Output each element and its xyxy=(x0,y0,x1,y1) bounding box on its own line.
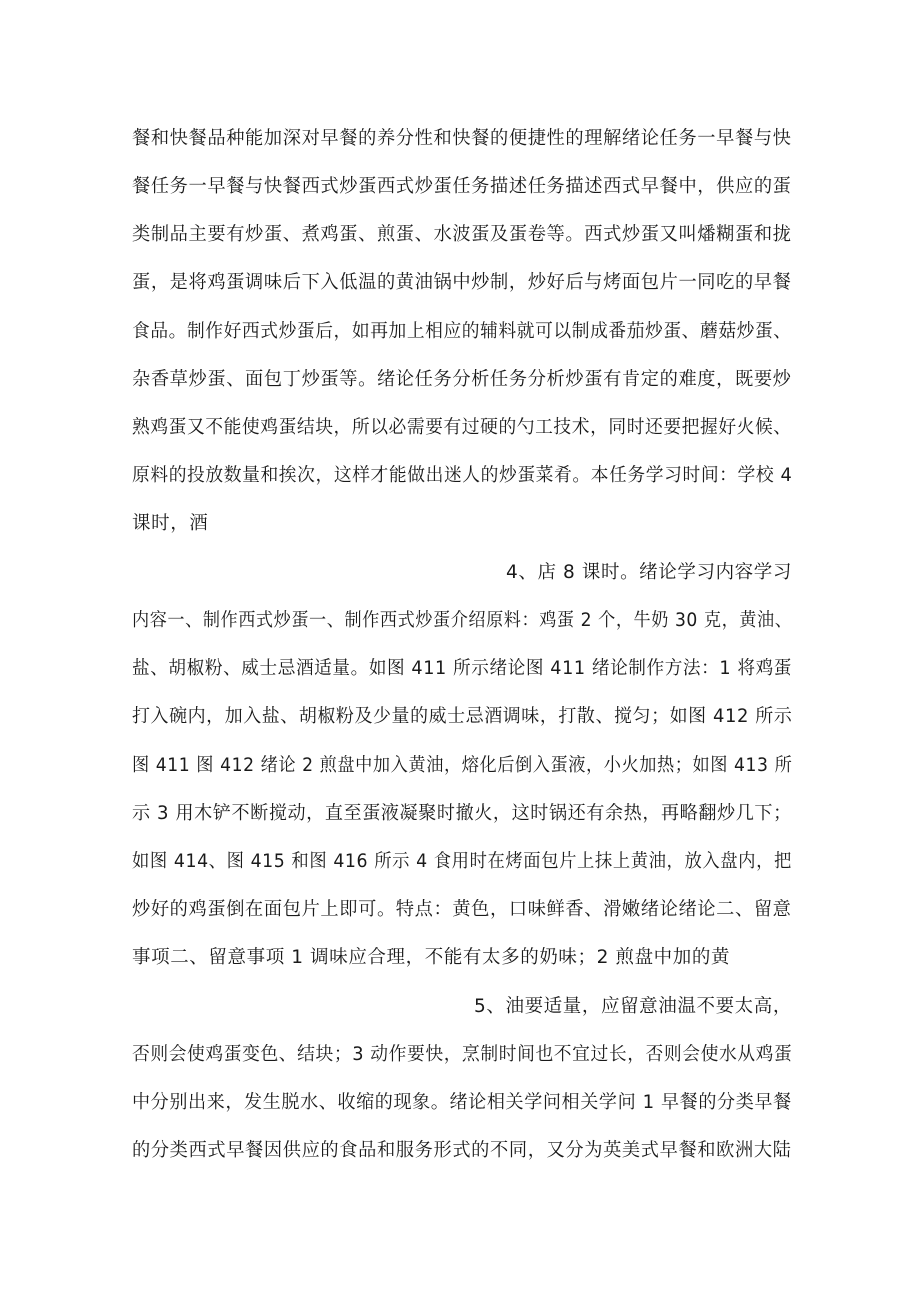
body-text-line: 类制品主要有炒蛋、煮鸡蛋、煎蛋、水波蛋及蛋卷等。西式炒蛋又叫燔糊蛋和拢 xyxy=(132,224,792,245)
body-text-line: 熟鸡蛋又不能使鸡蛋结块，所以必需要有过硬的勺工技术，同时还要把握好火候、 xyxy=(132,417,792,438)
body-text-line: 杂香草炒蛋、面包丁炒蛋等。绪论任务分析任务分析炒蛋有肯定的难度，既要炒 xyxy=(132,369,792,390)
body-text-line: 内容一、制作西式炒蛋一、制作西式炒蛋介绍原料：鸡蛋 2 个，牛奶 30 克，黄油、 xyxy=(132,610,793,631)
body-text-line: 打入碗内，加入盐、胡椒粉及少量的威士忌酒调味，打散、搅匀；如图 412 所示 xyxy=(132,706,793,727)
body-text-line: 如图 414、图 415 和图 416 所示 4 食用时在烤面包片上抹上黄油，放入盘内，把 xyxy=(132,851,792,872)
body-text-line: 餐和快餐品种能加深对早餐的养分性和快餐的便捷性的理解绪论任务一早餐与快 xyxy=(132,128,792,149)
body-text-line: 蛋，是将鸡蛋调味后下入低温的黄油锅中炒制，炒好后与烤面包片一同吃的早餐 xyxy=(132,272,792,293)
body-text-line: 4、店 8 课时。绪论学习内容学习 xyxy=(505,562,792,583)
body-text-line: 示 3 用木铲不断搅动，直至蛋液凝聚时撤火，这时锅还有余热，再略翻炒几下； xyxy=(132,803,792,824)
body-text-line: 图 411 图 412 绪论 2 煎盘中加入黄油，熔化后倒入蛋液，小火加热；如图 413 所 xyxy=(132,755,793,776)
body-text-line: 炒好的鸡蛋倒在面包片上即可。特点：黄色，口味鲜香、滑嫩绪论绪论二、留意 xyxy=(132,899,792,920)
body-text-line: 5、油要适量，应留意油温不要太高， xyxy=(474,996,792,1017)
body-text-line: 中分别出来，发生脱水、收缩的现象。绪论相关学问相关学问 1 早餐的分类早餐 xyxy=(132,1092,792,1113)
body-text-line: 课时，酒 xyxy=(132,513,209,534)
body-text-line: 的分类西式早餐因供应的食品和服务形式的不同，又分为英美式早餐和欧洲大陆 xyxy=(132,1140,792,1161)
body-text-line: 食品。制作好西式炒蛋后，如再加上相应的辅料就可以制成番茄炒蛋、蘑菇炒蛋、 xyxy=(132,321,792,342)
body-text-line: 原料的投放数量和挨次，这样才能做出迷人的炒蛋菜肴。本任务学习时间：学校 4 xyxy=(132,465,793,486)
body-text-line: 餐任务一早餐与快餐西式炒蛋西式炒蛋任务描述任务描述西式早餐中，供应的蛋 xyxy=(132,176,792,197)
body-text-line: 事项二、留意事项 1 调味应合理，不能有太多的奶味；2 煎盘中加的黄 xyxy=(132,947,731,968)
body-text-line: 否则会使鸡蛋变色、结块；3 动作要快，烹制时间也不宜过长，否则会使水从鸡蛋 xyxy=(132,1044,793,1065)
body-text-line: 盐、胡椒粉、威士忌酒适量。如图 411 所示绪论图 411 绪论制作方法：1 将鸡蛋 xyxy=(132,658,792,679)
